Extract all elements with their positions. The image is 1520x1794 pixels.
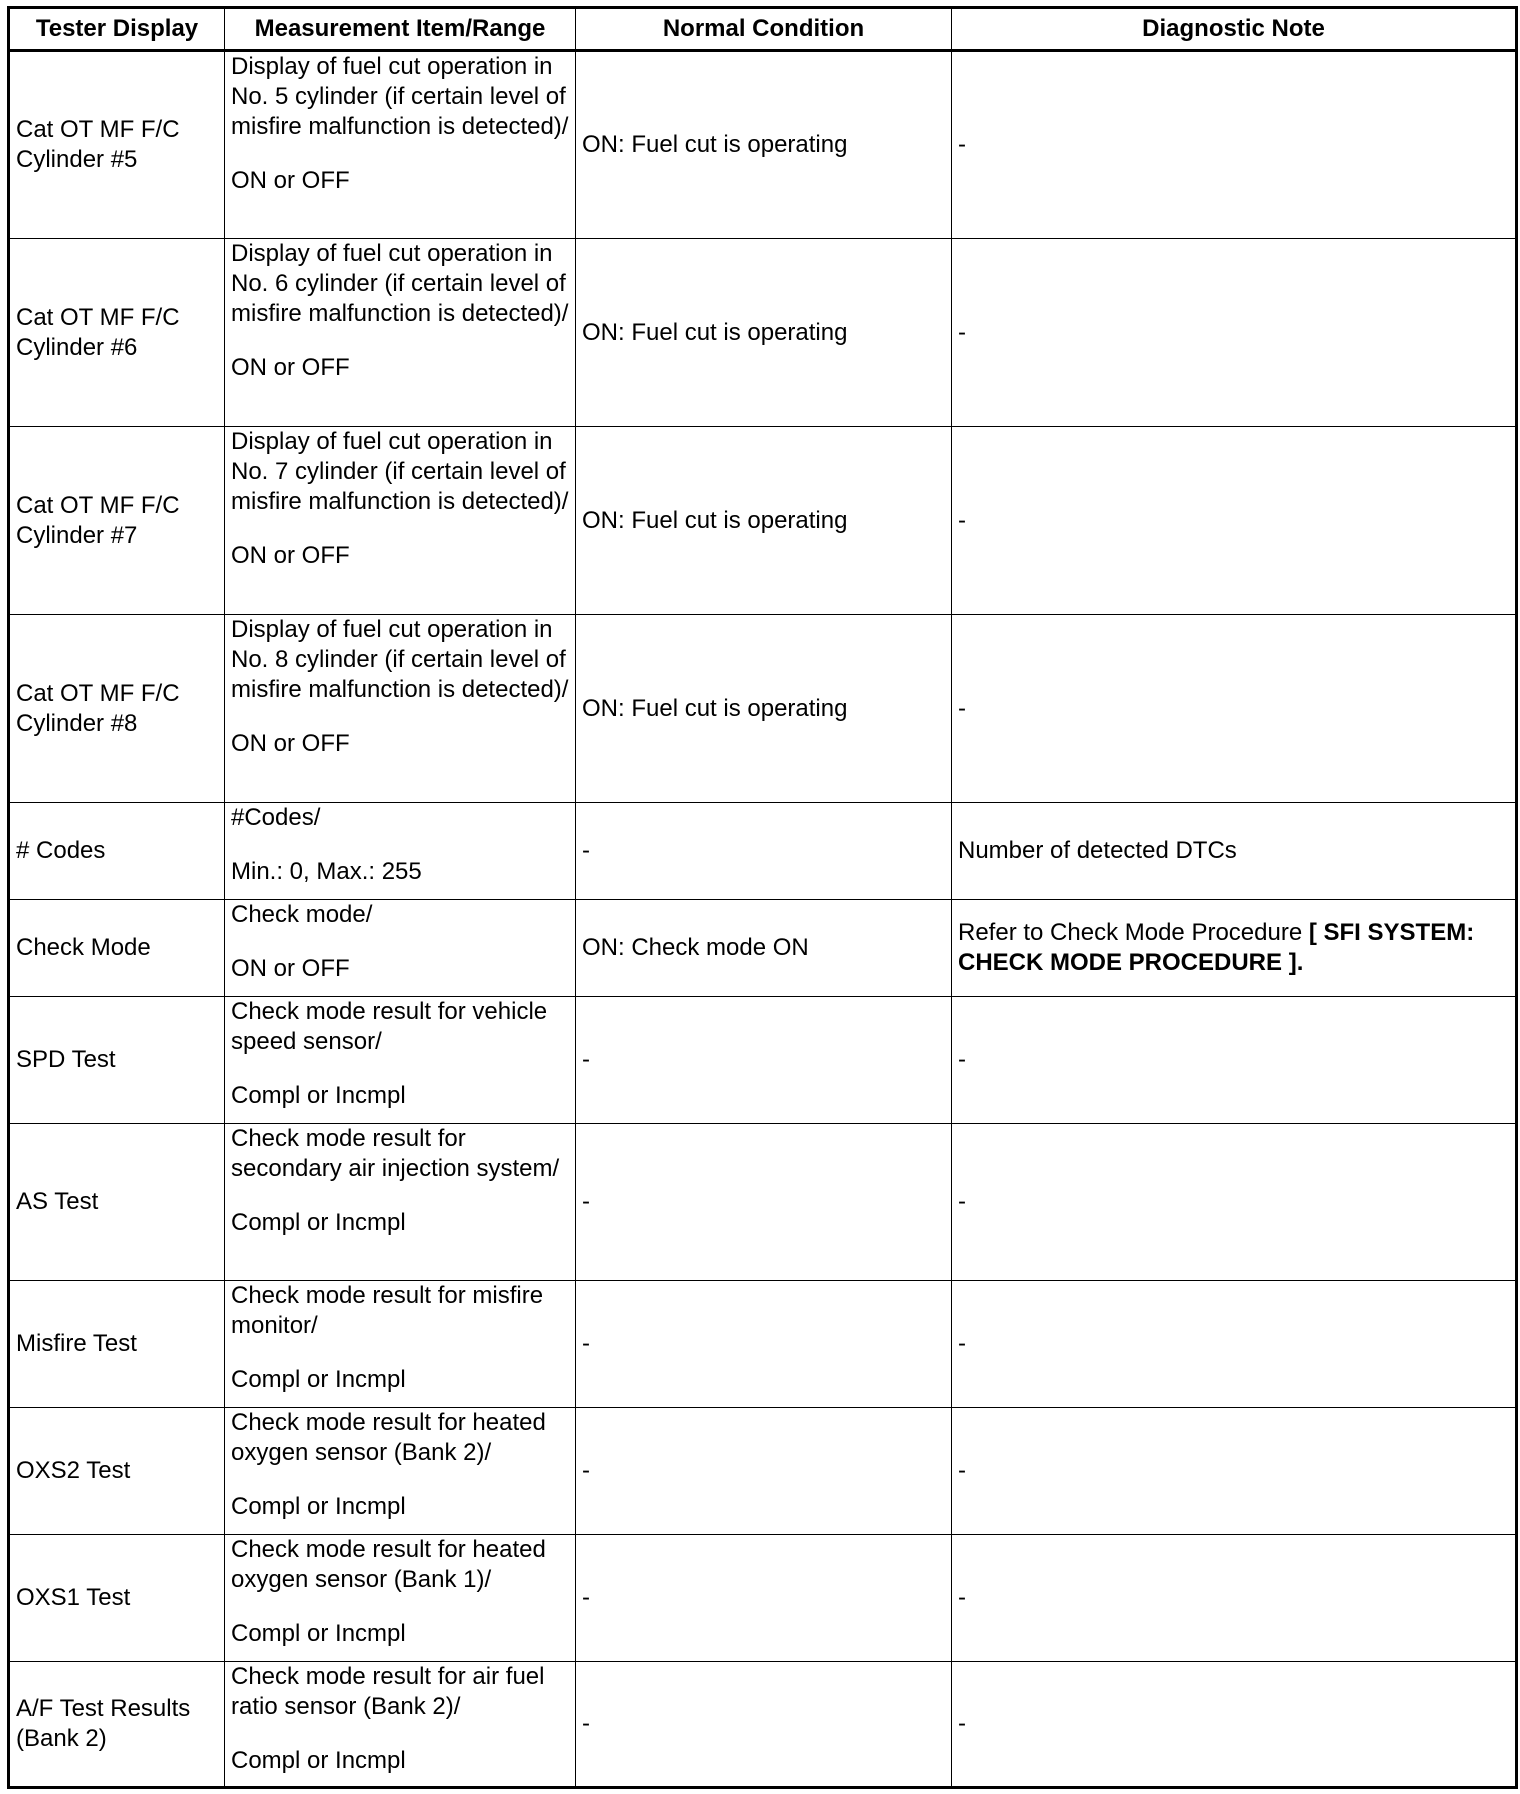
table-row — [9, 803, 1517, 900]
normal-condition-cell: ON: Fuel cut is operating — [576, 427, 952, 615]
table-row — [9, 997, 1517, 1124]
table-row — [9, 1535, 1517, 1662]
table-row — [9, 900, 1517, 997]
table-row — [9, 427, 1517, 615]
measurement-range: Compl or Incmpl — [231, 1747, 406, 1774]
table-row — [9, 1662, 1517, 1788]
measurement-range: ON or OFF — [231, 955, 350, 982]
normal-condition-cell: - — [576, 1662, 952, 1788]
measurement-desc: Display of fuel cut operation in No. 8 cylinder (if certain level of misfire malfunction is detected)/ — [231, 616, 569, 703]
diagnostic-note-cell: - — [952, 1408, 1517, 1535]
normal-condition-cell: ON: Check mode ON — [576, 900, 952, 997]
table-row — [9, 51, 1517, 239]
table-row — [9, 1408, 1517, 1535]
tester-display-cell: Cat OT MF F/C Cylinder #5 — [9, 51, 225, 239]
measurement-range: Min.: 0, Max.: 255 — [231, 858, 422, 885]
measurement-desc: Check mode result for heated oxygen sensor (Bank 1)/ — [231, 1536, 546, 1593]
measurement-desc: Check mode result for heated oxygen sensor (Bank 2)/ — [231, 1409, 546, 1466]
diagnostic-note-cell — [952, 900, 1517, 997]
measurement-range: Compl or Incmpl — [231, 1620, 406, 1647]
measurement-range: ON or OFF — [231, 167, 350, 194]
measurement-desc: Display of fuel cut operation in No. 7 cylinder (if certain level of misfire malfunction is detected)/ — [231, 428, 569, 515]
diagnostic-note-cell: - — [952, 51, 1517, 239]
measurement-cell — [225, 1124, 576, 1281]
tester-display-cell: AS Test — [9, 1124, 225, 1281]
diagnostic-note-cell: Number of detected DTCs — [952, 803, 1517, 900]
measurement-desc: Check mode result for air fuel ratio sensor (Bank 2)/ — [231, 1663, 545, 1720]
tester-display-cell: # Codes — [9, 803, 225, 900]
diagnostic-note-cell: - — [952, 1281, 1517, 1408]
tester-display-cell: OXS2 Test — [9, 1408, 225, 1535]
diagnostic-note-cell: - — [952, 1535, 1517, 1662]
measurement-range: ON or OFF — [231, 542, 350, 569]
tester-display-cell: SPD Test — [9, 997, 225, 1124]
measurement-range: ON or OFF — [231, 354, 350, 381]
normal-condition-cell: - — [576, 1408, 952, 1535]
normal-condition-cell: ON: Fuel cut is operating — [576, 239, 952, 427]
table-header-row — [9, 8, 1517, 51]
tester-display-cell: Check Mode — [9, 900, 225, 997]
measurement-cell — [225, 1281, 576, 1408]
measurement-desc: #Codes/ — [231, 804, 321, 831]
header-measurement-item: Measurement Item/Range — [225, 8, 576, 51]
measurement-cell — [225, 1662, 576, 1788]
table-row — [9, 239, 1517, 427]
table-row — [9, 1281, 1517, 1408]
diagnostic-note-cell: - — [952, 1124, 1517, 1281]
measurement-cell — [225, 1535, 576, 1662]
tester-display-cell: Cat OT MF F/C Cylinder #6 — [9, 239, 225, 427]
diagnostic-note-cell: - — [952, 239, 1517, 427]
diagnostic-note-cell: - — [952, 997, 1517, 1124]
tester-display-cell: Cat OT MF F/C Cylinder #8 — [9, 615, 225, 803]
table-row — [9, 1124, 1517, 1281]
measurement-range: ON or OFF — [231, 730, 350, 757]
header-diagnostic-note: Diagnostic Note — [952, 8, 1517, 51]
measurement-desc: Check mode result for vehicle speed sensor/ — [231, 998, 548, 1055]
diagnostic-note-cell: - — [952, 615, 1517, 803]
normal-condition-cell: ON: Fuel cut is operating — [576, 51, 952, 239]
measurement-cell — [225, 803, 576, 900]
diagnostic-note-cell: - — [952, 427, 1517, 615]
measurement-desc: Check mode/ — [231, 901, 373, 928]
normal-condition-cell: - — [576, 803, 952, 900]
measurement-cell — [225, 239, 576, 427]
tester-display-cell: Misfire Test — [9, 1281, 225, 1408]
measurement-cell — [225, 900, 576, 997]
measurement-cell — [225, 997, 576, 1124]
normal-condition-cell: - — [576, 997, 952, 1124]
normal-condition-cell: - — [576, 1535, 952, 1662]
measurement-cell — [225, 1408, 576, 1535]
diagnostic-note-cell: - — [952, 1662, 1517, 1788]
measurement-range: Compl or Incmpl — [231, 1082, 406, 1109]
check-mode-procedure-link[interactable]: [ SFI SYSTEM: CHECK MODE PROCEDURE ] — [958, 919, 1475, 976]
normal-condition-cell: - — [576, 1281, 952, 1408]
header-normal-condition: Normal Condition — [576, 8, 952, 51]
measurement-desc: Check mode result for secondary air injection system/ — [231, 1125, 560, 1182]
measurement-range: Compl or Incmpl — [231, 1209, 406, 1236]
measurement-range: Compl or Incmpl — [231, 1493, 406, 1520]
measurement-range: Compl or Incmpl — [231, 1366, 406, 1393]
measurement-desc: Display of fuel cut operation in No. 5 cylinder (if certain level of misfire malfunction is detected)/ — [231, 53, 569, 140]
measurement-desc: Check mode result for misfire monitor/ — [231, 1282, 544, 1339]
measurement-desc: Display of fuel cut operation in No. 6 cylinder (if certain level of misfire malfunction is detected)/ — [231, 240, 569, 327]
measurement-cell — [225, 427, 576, 615]
header-tester-display: Tester Display — [9, 8, 225, 51]
measurement-cell — [225, 615, 576, 803]
tester-display-cell: Cat OT MF F/C Cylinder #7 — [9, 427, 225, 615]
normal-condition-cell: ON: Fuel cut is operating — [576, 615, 952, 803]
table-row — [9, 615, 1517, 803]
normal-condition-cell: - — [576, 1124, 952, 1281]
tester-display-cell: A/F Test Results (Bank 2) — [9, 1662, 225, 1788]
diagnostic-note-prefix: Refer to Check Mode Procedure — [958, 919, 1309, 946]
data-monitor-table — [7, 6, 1518, 1789]
tester-display-cell: OXS1 Test — [9, 1535, 225, 1662]
measurement-cell — [225, 51, 576, 239]
diagnostic-note-suffix: . — [1296, 949, 1304, 976]
